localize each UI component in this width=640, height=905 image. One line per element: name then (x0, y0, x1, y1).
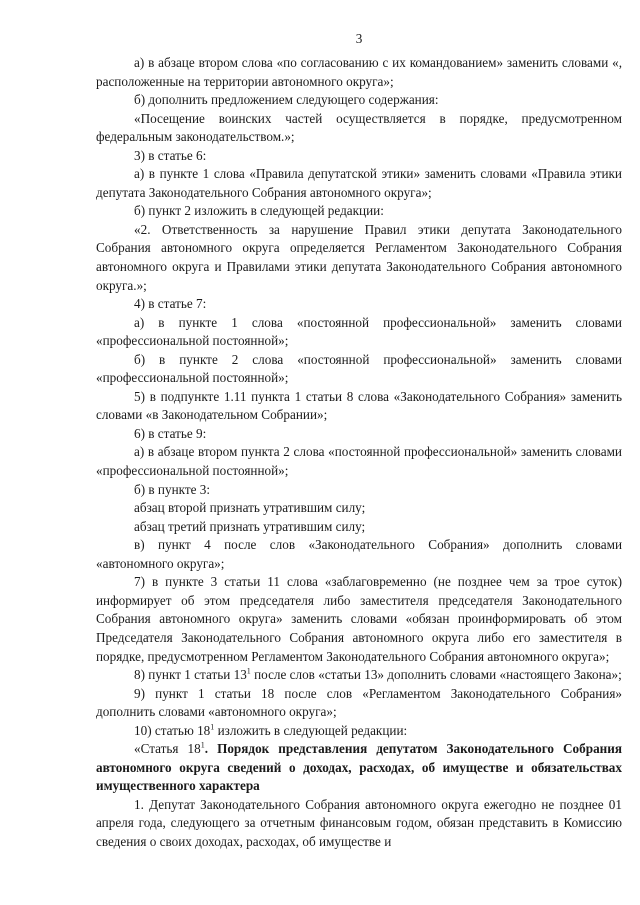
paragraph: б) дополнить предложением следующего содержания: (134, 92, 439, 108)
p10-text-a: 10) статью 18 (134, 722, 211, 738)
paragraph-p10 (96, 722, 622, 741)
page-number: 3 (355, 31, 363, 46)
paragraph: «Посещение воинских частей осуществляется в порядке, предусмотренном федеральным законодательством.»; (96, 110, 622, 145)
paragraph: 1. Депутат Законодательного Собрания автономного округа ежегодно не позднее 01 апреля года, следующего за отчетным финансовым годом, обязан представить в Комиссию сведения о своих доходах, расходах, об имуществе и (96, 796, 622, 849)
paragraph: а) в абзаце втором слова «по согласованию с их командованием» заменить словами «, расположенные на территории автономного округа»; (96, 55, 622, 89)
paragraph: б) пункт 2 изложить в следующей редакции: (134, 203, 384, 219)
paragraph: 3) в статье 6: (134, 147, 207, 163)
p8-superscript: 1 (246, 666, 251, 676)
paragraph: 5) в подпункте 1.11 пункта 1 статьи 8 слова «Законодательного Собрания» заменить словами «в Законодательном Собрании»; (96, 388, 622, 423)
paragraph: а) в абзаце втором пункта 2 слова «постоянной профессиональной» заменить словами «профессиональной постоянной»; (96, 444, 622, 479)
article-heading (96, 740, 622, 796)
paragraph: абзац третий признать утратившим силу; (134, 518, 366, 534)
paragraph: «2. Ответственность за нарушение Правил этики депутата Законодательного Собрания автономного округа определяется Регламентом Законодательного Собрания автономного округа и Правилами этики депутата Законодательного Собрания автономного округа.»; (96, 221, 622, 293)
paragraph: б) в пункте 3: (134, 481, 211, 497)
paragraph: 6) в статье 9: (134, 425, 207, 441)
paragraph: в) пункт 4 после слов «Законодательного Собрания» дополнить словами «автономного округа»; (96, 537, 622, 571)
paragraph: а) в пункте 1 слова «Правила депутатской этики» заменить словами «Правила этики депутата Законодательного Собрания автономного округа»; (96, 166, 622, 200)
paragraph: 4) в статье 7: (134, 296, 207, 312)
paragraph: абзац второй признать утратившим силу; (134, 500, 366, 516)
p8-text-a: 8) пункт 1 статьи 13 (134, 667, 247, 683)
paragraph: 7) в пункте 3 статьи 11 слова «заблаговременно (не позднее чем за трое суток) информирует об этом председателя либо заместителя председателя Законодательного Собрания автономного округа» заменить словами «обязан проинформировать об этом Председателя Законодательного Собрания автономного округа либо его заместителя в порядке, предусмотренном Регламентом Законодательного Собрания автономного округа»; (96, 574, 622, 664)
p10-superscript: 1 (210, 722, 215, 732)
p8-text-b: после слов «статьи 13» дополнить словами «настоящего Закона»; (250, 667, 622, 683)
paragraph: 9) пункт 1 статьи 18 после слов «Регламентом Законодательного Собрания» дополнить словами «автономного округа»; (96, 685, 622, 720)
p10-text-b: изложить в следующей редакции: (214, 722, 408, 738)
article-prefix: «Статья 18 (134, 741, 201, 757)
article-title: . Порядок представления депутатом Законодательного Собрания автономного округа сведений о доходах, расходах, об имуществе и обязательствах имущественного характера (96, 741, 622, 794)
paragraph: а) в пункте 1 слова «постоянной профессиональной» заменить словами «профессиональной постоянной»; (96, 314, 622, 349)
paragraph: б) в пункте 2 слова «постоянной профессиональной» заменить словами «профессиональной постоянной»; (96, 351, 622, 386)
article-superscript: 1 (200, 740, 205, 750)
paragraph-p8 (96, 666, 622, 685)
